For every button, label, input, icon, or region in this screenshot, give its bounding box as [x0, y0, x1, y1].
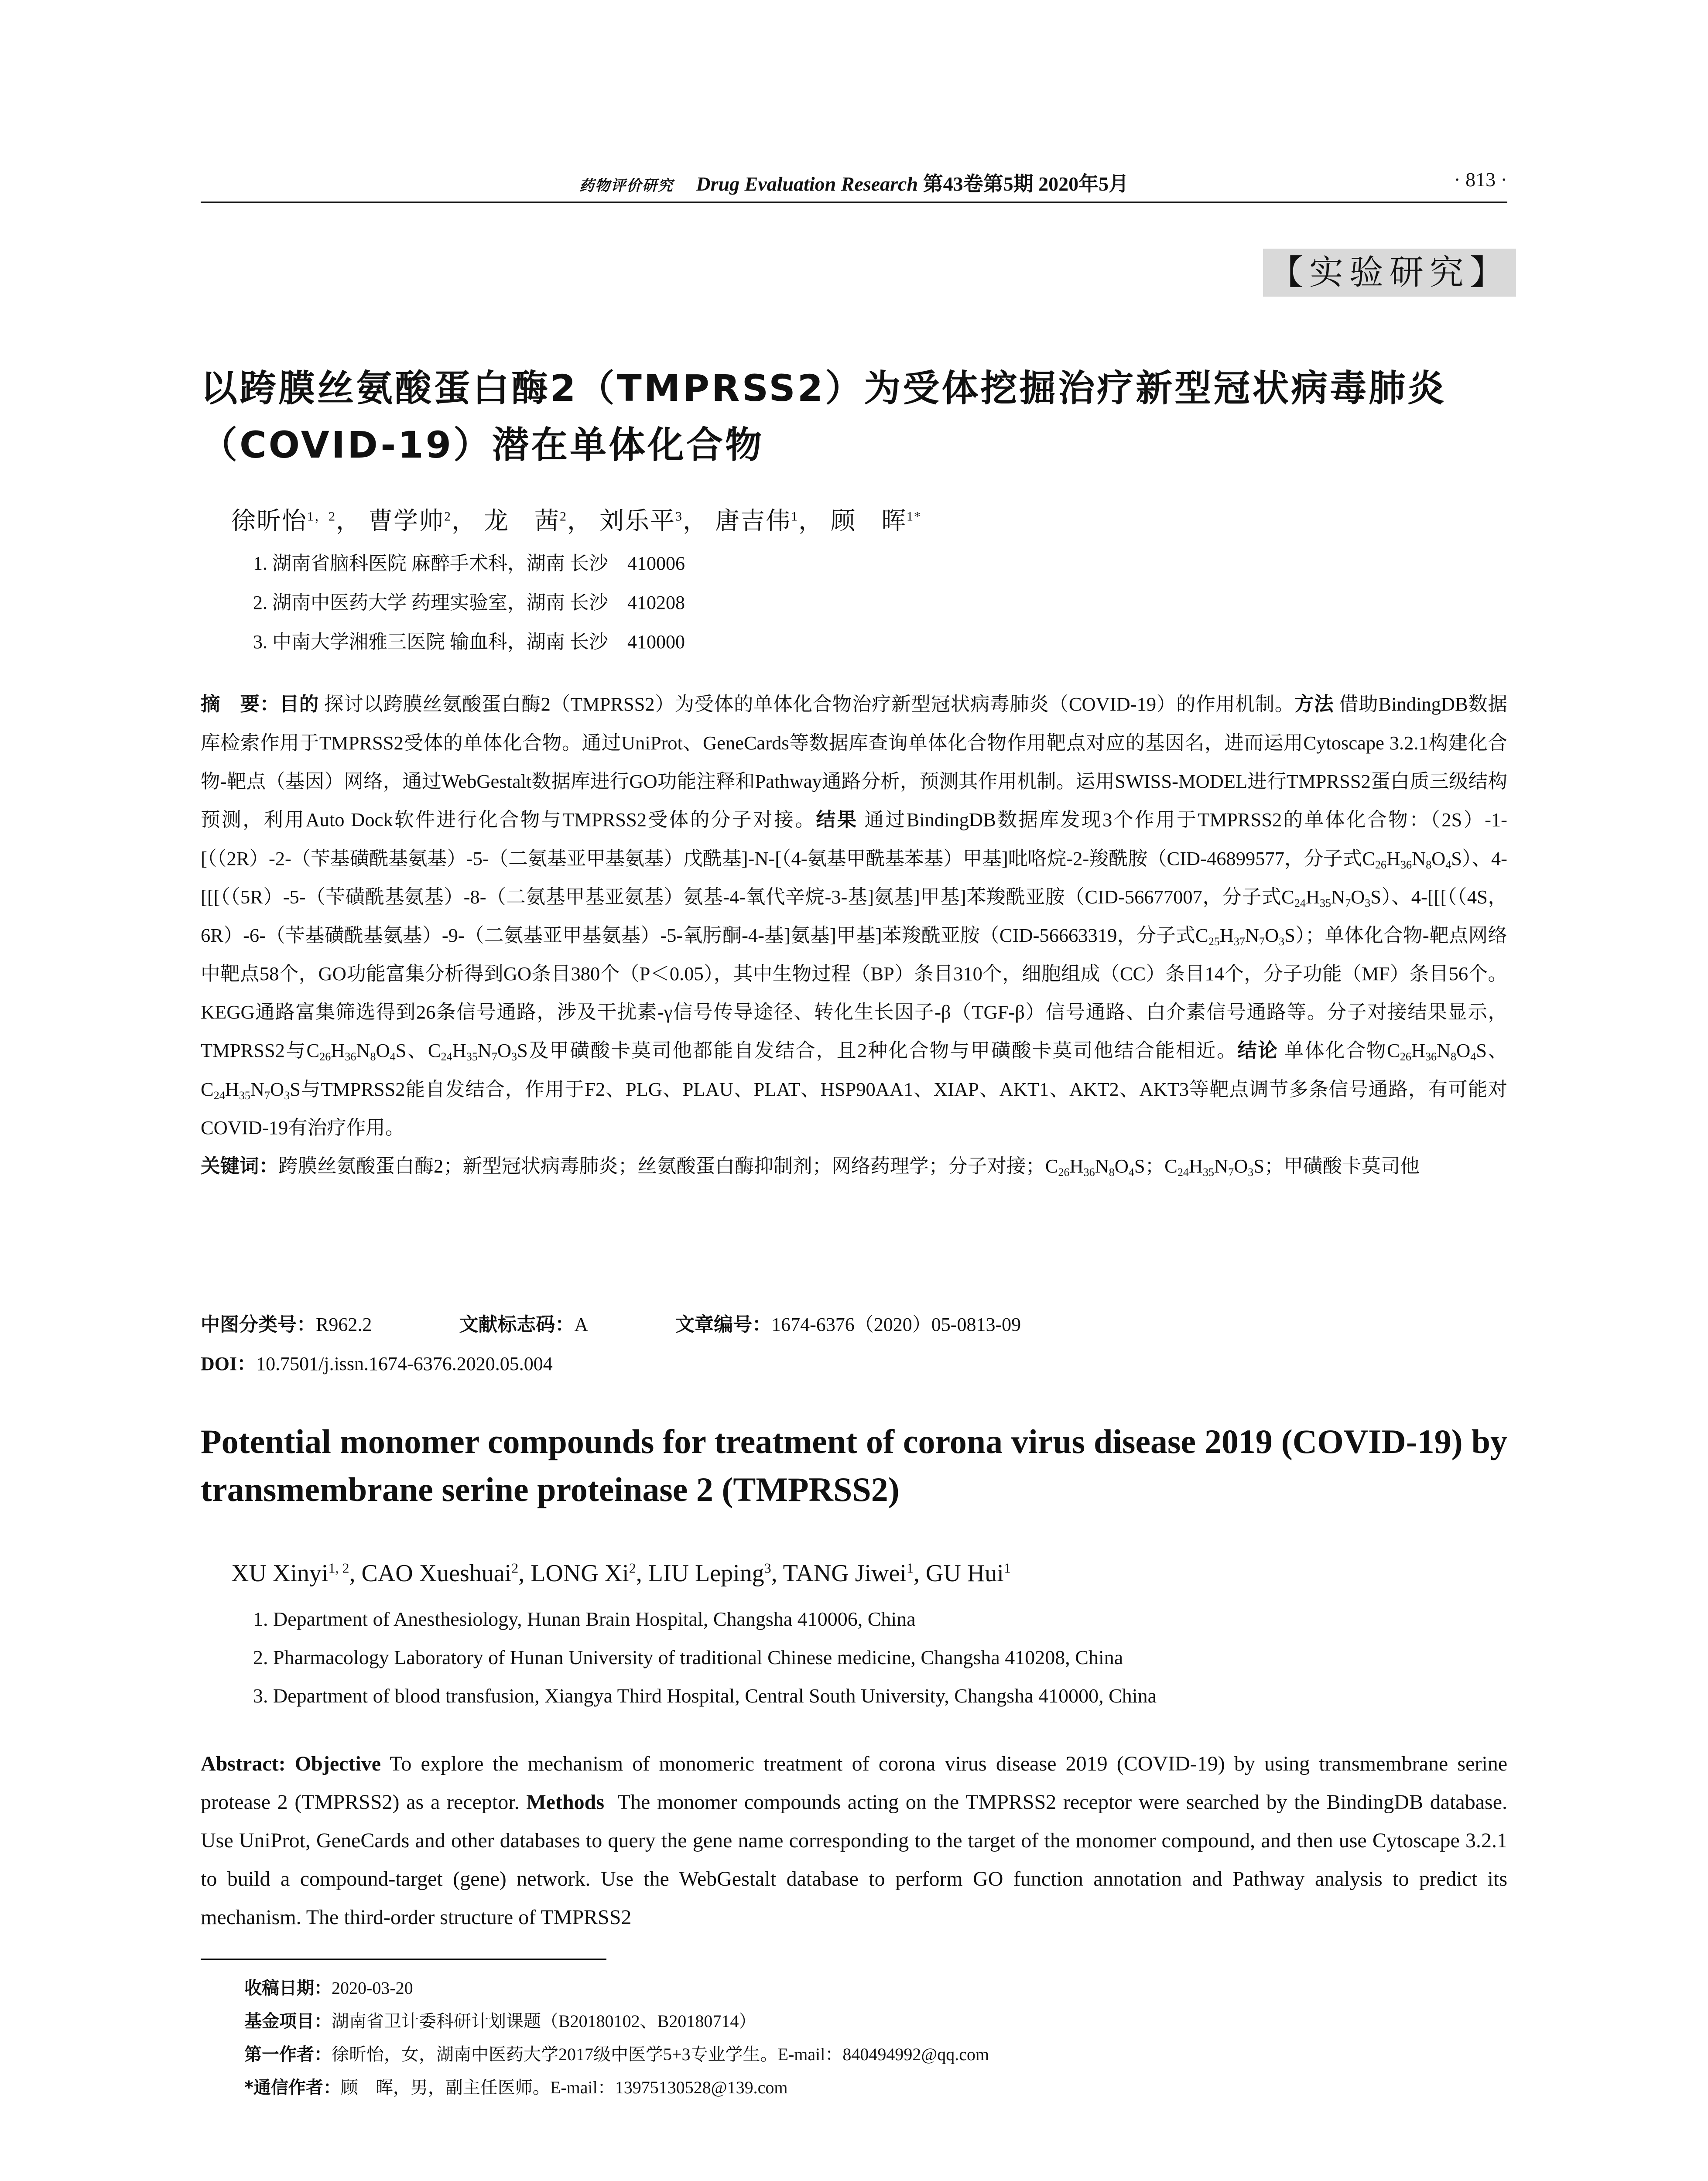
keywords-text: 甲磺酸卡莫司他	[1284, 1155, 1420, 1177]
footnote-text: 顾 晖，男，副主任医师。E-mail：13975130528@139.com	[340, 2078, 788, 2097]
author-affil-mark: 3	[675, 509, 683, 524]
article-no-value: 1674-6376（2020）05-0813-09	[771, 1314, 1021, 1335]
doi-label: DOI：	[201, 1353, 257, 1374]
cn-affiliation: 2. 湖南中医药大学 药理实验室，湖南 长沙 410208	[253, 592, 685, 613]
cn-title: 以跨膜丝氨酸蛋白酶2（TMPRSS2）为受体挖掘治疗新型冠状病毒肺炎（COVID-19）潜在单体化合物	[201, 367, 1447, 466]
en-affiliation: 3. Department of blood transfusion, Xiangya Third Hospital, Central South University, Changsha 410000, China	[253, 1685, 1157, 1707]
footnote-text: 徐昕怡，女，湖南中医药大学2017级中医学5+3专业学生。E-mail：840494992@qq.com	[332, 2044, 989, 2064]
footnote-rule	[201, 1959, 606, 1960]
doc-code-value: A	[574, 1314, 589, 1335]
author-affil-mark: 3	[764, 1560, 771, 1576]
clc-value: R962.2	[316, 1314, 372, 1335]
issue-info: 第43卷第5期 2020年5月	[923, 173, 1129, 195]
en-authors: XU Xinyi$^{1, 2}$, CAO Xueshuai$^2$, LONG Xi$^2$, LIU Leping$^3$, TANG Jiwei$^1$, GU Hui$^1$	[231, 1560, 1011, 1587]
results-text: S及甲磺酸卡莫司他都能自发结合，且2种化合物与甲磺酸卡莫司他结合能相近。	[517, 1039, 1238, 1061]
doi-line	[201, 1348, 553, 1376]
footnote-label: 第一作者：	[244, 2044, 332, 2065]
clc-label: 中图分类号：	[201, 1313, 316, 1336]
en-title: Potential monomer compounds for treatment of corona virus disease 2019 (COVID-19) by transmembrane serine proteinase 2 (TMPRSS2)	[201, 1422, 1507, 1508]
results-text: 通过BindingDB数据库发现3个作用于TMPRSS2的单体化合物：（2S）-1-[（（2R）-2-（苄基磺酰基氨基）-5-（二氨基亚甲基氨基）戊酰基]-N-[（4-氨基甲酰基苯基）甲基]吡咯烷-2-羧酰胺（CID-46899577，分子式C	[201, 809, 1507, 869]
en-affiliation: 2. Pharmacology Laboratory of Hunan University of traditional Chinese medicine, Changsha 410208, China	[253, 1646, 1123, 1668]
author-name: 徐昕怡	[231, 508, 307, 535]
cn-abstract: 摘 要：目的 探讨以跨膜丝氨酸蛋白酶2（TMPRSS2）为受体的单体化合物治疗新型冠状病毒肺炎（COVID-19）的作用机制。方法 借助BindingDB数据库检索作用于TMPRSS2受体的单体化合物。通过UniProt、GeneCards等数据库查询单体化合物作用靶点对应的基因名，进而运用Cytoscape 3.2.1构建化合物-靶点（基因）网络，通过WebGestalt数据库进行GO功能注释和Pathway通路分析，预测其作用机制。运用SWISS-MODEL进行TMPRSS2蛋白质三级结构预测，利用Auto Dock软件进行化合物与TMPRSS2受体的分子对接。结果 通过BindingDB数据库发现3个作用于TMPRSS2的单体化合物：（2S）-1-[（（2R）-2-（苄基磺酰基氨基）-5-（二氨基亚甲基氨基）戊酰基]-N-[（4-氨基甲酰基苯基）甲基]吡咯烷-2-羧酰胺（CID-46899577，分子式$C_{26}H_{36}N_8O_4S$）、4-[[[（（5R）-5-（苄磺酰基氨基）-8-（二氨基甲基亚氨基）氨基-4-氧代辛烷-3-基]氨基]甲基]苯羧酰亚胺（CID-56677007，分子式$C_{24}H_{35}N_7O_3S$）、4-[[[（（4S，6R）-6-（苄基磺酰基氨基）-9-（二氨基亚甲基氨基）-5-氧肟酮-4-基]氨基]甲基]苯羧酰亚胺（CID-56663319，分子式$C_{25}H_{37}N_7O_3S$）；单体化合物-靶点网络中靶点58个，GO功能富集分析得到GO条目380个（P＜0.05），其中生物过程（BP）条目310个，细胞组成（CC）条目14个，分子功能（MF）条目56个。KEGG通路富集筛选得到26条信号通路，涉及干扰素-γ信号传导途径、转化生长因子-β（TGF-β）信号通路、白介素信号通路等。分子对接结果显示，TMPRSS2与$C_{26}H_{36}N_8O_4S$、$C_{24}H_{35}N_7O_3S$及甲磺酸卡莫司他都能自发结合，且2种化合物与甲磺酸卡莫司他结合能相近。结论 单体化合物$C_{26}H_{36}N_8O_4S$、$C_{24}H_{35}N_7O_3S$与TMPRSS2能自发结合，作用于F2、PLG、PLAU、PLAT、HSP90AA1、XIAP、AKT1、AKT2、AKT3等靶点调节多条信号通路，有可能对COVID-19有治疗作用。 关键词：跨膜丝氨酸蛋白酶2；新型冠状病毒肺炎；丝氨酸蛋白酶抑制剂；网络药理学；分子对接；$C_{26}H_{36}N_8O_4S$；$C_{24}H_{35}N_7O_3S$；甲磺酸卡莫司他	[201, 693, 1508, 1179]
author-name: 顾 晖	[831, 508, 907, 535]
author-affil-mark: 1*	[907, 509, 921, 524]
doi-link[interactable]: 10.7501/j.issn.1674-6376.2020.05.004	[256, 1353, 553, 1374]
classification-line	[201, 1309, 1021, 1337]
header-rule	[201, 202, 1507, 203]
objective-label: Objective	[294, 1752, 381, 1775]
author-affil-mark: 2	[444, 509, 452, 524]
keywords-text: 跨膜丝氨酸蛋白酶2；新型冠状病毒肺炎；丝氨酸蛋白酶抑制剂；网络药理学；分子对接；	[278, 1155, 1045, 1177]
author-name: 曹学帅	[368, 508, 444, 535]
running-head	[201, 168, 1507, 198]
doc-code-label: 文献标志码：	[459, 1313, 575, 1336]
abstract-label: Abstract:	[201, 1752, 286, 1775]
footnote-item	[244, 2005, 989, 2038]
author-affil-mark: 1	[1003, 1560, 1011, 1576]
running-head-center	[201, 168, 1507, 197]
en-affiliation: 1. Department of Anesthesiology, Hunan Brain Hospital, Changsha 410006, China	[253, 1608, 916, 1630]
article-no-label: 文章编号：	[675, 1313, 772, 1336]
author-affil-mark: 2	[560, 509, 567, 524]
author-name: 龙 茜	[484, 508, 560, 535]
author-name: 唐吉伟	[715, 508, 791, 535]
footnote-text: 湖南省卫计委科研计划课题（B20180102、B20180714）	[332, 2011, 756, 2031]
methods-text: 借助BindingDB数据库检索作用于TMPRSS2受体的单体化合物。通过UniProt、GeneCards等数据库查询单体化合物作用靶点对应的基因名，进而运用Cytoscape 3.2.1构建化合物-靶点（基因）网络，通过WebGestalt数据库进行GO功能注释和Pathway通路分析，预测其作用机制。运用SWISS-MODEL进行TMPRSS2蛋白质三级结构预测，利用Auto Dock软件进行化合物与TMPRSS2受体的分子对接。	[201, 693, 1507, 831]
abstract-label: 摘 要：	[201, 693, 280, 715]
footnote-label: 基金项目：	[244, 2011, 332, 2031]
en-abstract	[201, 1745, 1507, 1937]
cn-affiliation: 3. 中南大学湘雅三医院 输血科，湖南 长沙 410000	[253, 631, 685, 653]
author-affil-mark: 2	[629, 1560, 636, 1576]
conclusion-text: 单体化合物C	[1284, 1039, 1400, 1061]
results-text: S）；单体化合物-靶点网络中靶点58个，GO功能富集分析得到GO条目380个（P＜0.05），其中生物过程（BP）条目310个，细胞组成（CC）条目14个，分子功能（MF）条目56个。KEGG通路富集筛选得到26条信号通路，涉及干扰素-γ信号传导途径、转化生长因子-β（TGF-β）信号通路、白介素信号通路等。分子对接结果显示，TMPRSS2与C	[201, 924, 1507, 1061]
author-name: XU Xinyi	[231, 1560, 329, 1587]
section-tag: 【实验研究】	[1263, 249, 1516, 297]
methods-label: Methods	[526, 1791, 604, 1814]
author-affil-mark: 1, 2	[328, 1560, 349, 1576]
results-text: S）、4-[[[（（4S，6R）-6-（苄基磺酰基氨基）-9-（二氨基亚甲基氨基）-5-氧肟酮-4-基]氨基]甲基]苯羧酰亚胺（CID-56663319，分子式C	[201, 886, 1507, 946]
author-name: LIU Leping	[648, 1560, 764, 1587]
cn-authors: 徐昕怡$^{1,2}$， 曹学帅$^2$， 龙 茜$^2$， 刘乐平$^3$， 唐吉伟$^1$， 顾 晖$^{1*}$	[231, 508, 921, 535]
author-name: CAO Xueshuai	[361, 1560, 512, 1587]
results-label: 结果	[816, 809, 858, 831]
footnotes	[244, 1972, 989, 2104]
journal-logo: 药物评价研究	[579, 178, 674, 194]
footnote-item	[244, 2038, 989, 2071]
footnote-item	[244, 2071, 989, 2104]
author-name: LONG Xi	[531, 1560, 629, 1587]
footnote-item	[244, 1972, 989, 2005]
objective-text: 探讨以跨膜丝氨酸蛋白酶2（TMPRSS2）为受体的单体化合物治疗新型冠状病毒肺炎（COVID-19）的作用机制。	[324, 693, 1294, 715]
footnote-label: 收稿日期：	[244, 1978, 332, 1998]
author-affil-mark: 1，2	[307, 509, 336, 524]
cn-affiliation: 1. 湖南省脑科医院 麻醉手术科，湖南 长沙 410006	[253, 553, 685, 574]
footnote-text: 2020-03-20	[332, 1978, 413, 1998]
methods-text: The monomer compounds acting on the TMPRSS2 receptor were searched by the BindingDB database. Use UniProt, GeneCards and other databases to query the gene name corresponding to the target of the monomer compound, and then use Cytoscape 3.2.1 to build a compound-target (gene) network. Use the WebGestalt database to perform GO function annotation and Pathway analysis to predict its mechanism. The third-order structure of TMPRSS2	[201, 1791, 1508, 1929]
results-text: S）、4-[[[（（5R）-5-（苄磺酰基氨基）-8-（二氨基甲基亚氨基）氨基-4-氧代辛烷-3-基]氨基]甲基]苯羧酰亚胺（CID-56677007，分子式C	[201, 848, 1507, 908]
author-affil-mark: 2	[511, 1560, 519, 1576]
author-name: 刘乐平	[599, 508, 675, 535]
author-name: TANG Jiwei	[783, 1560, 907, 1587]
author-affil-mark: 1	[791, 509, 798, 524]
journal-name: Drug Evaluation Research	[696, 173, 918, 195]
objective-text: To explore the mechanism of monomeric treatment of corona virus disease 2019 (COVID-19) by using transmembrane serine protease 2 (TMPRSS2) as a receptor.	[201, 1752, 1508, 1814]
author-affil-mark: 1	[906, 1560, 914, 1576]
author-name: GU Hui	[925, 1560, 1004, 1587]
page-number: · 813 ·	[1454, 168, 1507, 191]
conclusion-text: S与TMPRSS2能自发结合，作用于F2、PLG、PLAU、PLAT、HSP90AA1、XIAP、AKT1、AKT2、AKT3等靶点调节多条信号通路，有可能对COVID-19有治疗作用。	[201, 1078, 1507, 1138]
footnote-label: *通信作者：	[244, 2078, 341, 2098]
objective-label: 目的	[279, 693, 319, 715]
methods-label: 方法	[1294, 693, 1334, 715]
keywords-label: 关键词：	[201, 1155, 279, 1177]
conclusion-label: 结论	[1237, 1039, 1279, 1062]
